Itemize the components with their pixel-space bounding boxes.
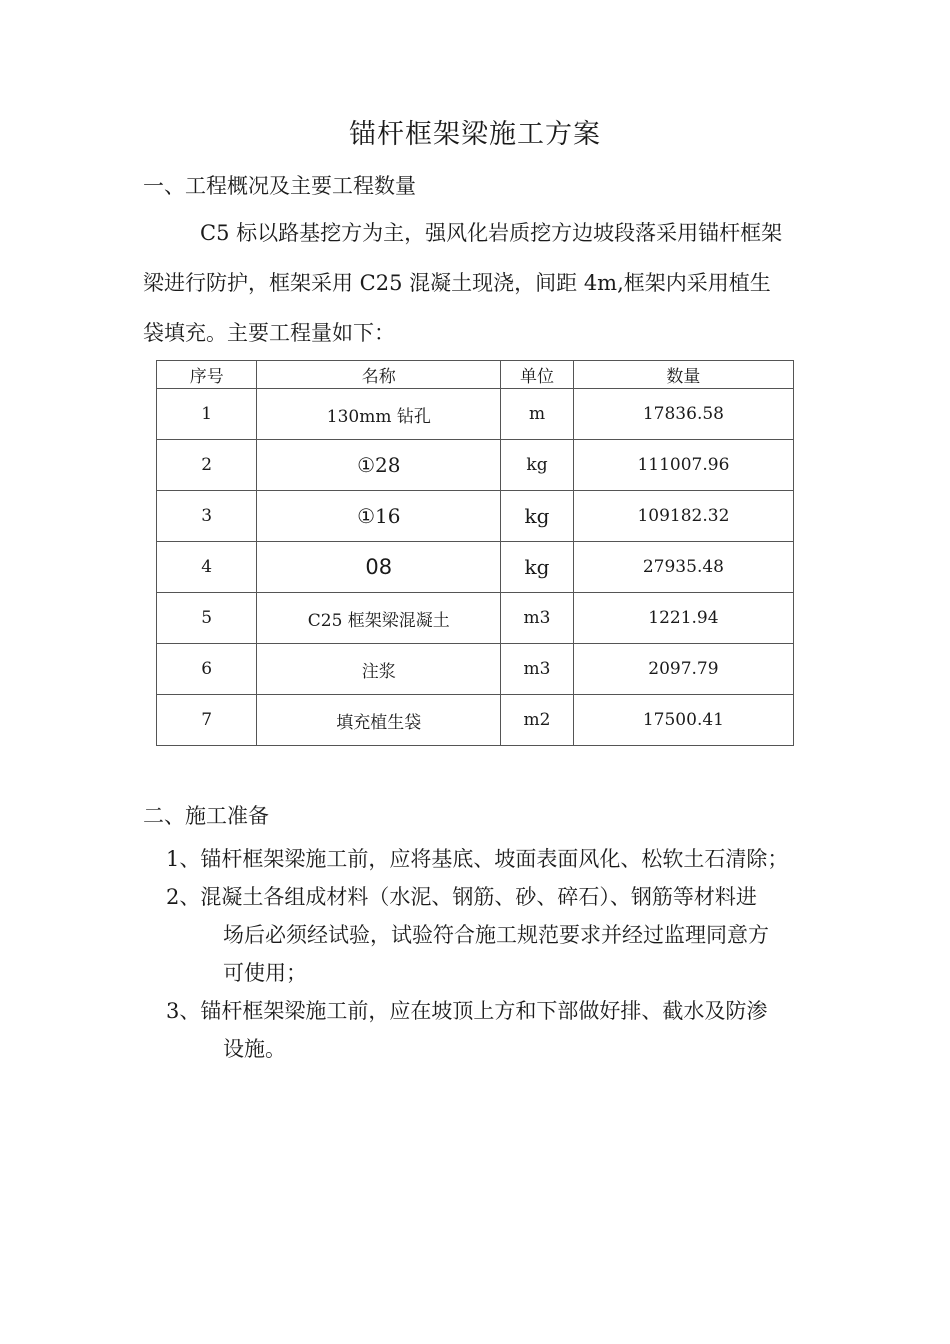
paragraph-line: 梁进行防护，框架采用 C25 混凝土现浇，间距 4m,框架内采用植生 <box>143 271 771 295</box>
cell-no: 6 <box>157 644 257 695</box>
cell-unit: m3 <box>501 593 574 644</box>
cell-quantity: 27935.48 <box>573 542 793 593</box>
cell-unit: kg <box>501 491 574 542</box>
cell-unit: kg <box>501 440 574 491</box>
table-row <box>157 695 794 746</box>
preparation-list <box>166 840 846 1068</box>
paragraph-line: 袋填充。主要工程量如下： <box>143 321 395 345</box>
cell-quantity: 17836.58 <box>573 389 793 440</box>
cell-quantity: 17500.41 <box>573 695 793 746</box>
list-item-continuation: 设施。 <box>223 1037 286 1061</box>
cell-unit: m2 <box>501 695 574 746</box>
cell-unit: kg <box>501 542 574 593</box>
section-1-heading: 一、工程概况及主要工程数量 <box>143 174 416 198</box>
cell-name: ①16 <box>257 491 501 542</box>
list-item-continuation: 可使用； <box>223 961 307 985</box>
cell-no: 1 <box>157 389 257 440</box>
cell-name: 08 <box>257 542 501 593</box>
table-row <box>157 389 794 440</box>
cell-unit: m <box>501 389 574 440</box>
section-2-heading: 二、施工准备 <box>143 804 269 828</box>
cell-no: 2 <box>157 440 257 491</box>
header-quantity: 数量 <box>573 361 793 389</box>
cell-name: 130mm 钻孔 <box>257 389 501 440</box>
cell-unit: m3 <box>501 644 574 695</box>
cell-quantity: 109182.32 <box>573 491 793 542</box>
paragraph-line: C5 标以路基挖方为主，强风化岩质挖方边坡段落采用锚杆框架 <box>200 221 783 245</box>
cell-quantity: 1221.94 <box>573 593 793 644</box>
section-1-paragraph <box>143 208 823 358</box>
table-row <box>157 491 794 542</box>
table-row <box>157 644 794 695</box>
list-item: 2、混凝土各组成材料（水泥、钢筋、砂、碎石）、钢筋等材料进 <box>166 885 757 909</box>
cell-name: 填充植生袋 <box>257 695 501 746</box>
header-no: 序号 <box>157 361 257 389</box>
cell-quantity: 111007.96 <box>573 440 793 491</box>
cell-no: 5 <box>157 593 257 644</box>
table-row <box>157 542 794 593</box>
cell-no: 3 <box>157 491 257 542</box>
table-row <box>157 593 794 644</box>
table-row <box>157 440 794 491</box>
document-title: 锚杆框架梁施工方案 <box>349 119 601 150</box>
header-unit: 单位 <box>501 361 574 389</box>
cell-quantity: 2097.79 <box>573 644 793 695</box>
list-item: 3、锚杆框架梁施工前，应在坡顶上方和下部做好排、截水及防渗 <box>166 999 768 1023</box>
quantities-table <box>156 360 794 746</box>
cell-name: 注浆 <box>257 644 501 695</box>
cell-name: C25 框架梁混凝土 <box>257 593 501 644</box>
list-item-continuation: 场后必须经试验，试验符合施工规范要求并经过监理同意方 <box>223 923 769 947</box>
header-name: 名称 <box>257 361 501 389</box>
table-header-row <box>157 361 794 389</box>
cell-name: ①28 <box>257 440 501 491</box>
cell-no: 4 <box>157 542 257 593</box>
list-item: 1、锚杆框架梁施工前，应将基底、坡面表面风化、松软土石清除； <box>166 847 789 871</box>
cell-no: 7 <box>157 695 257 746</box>
